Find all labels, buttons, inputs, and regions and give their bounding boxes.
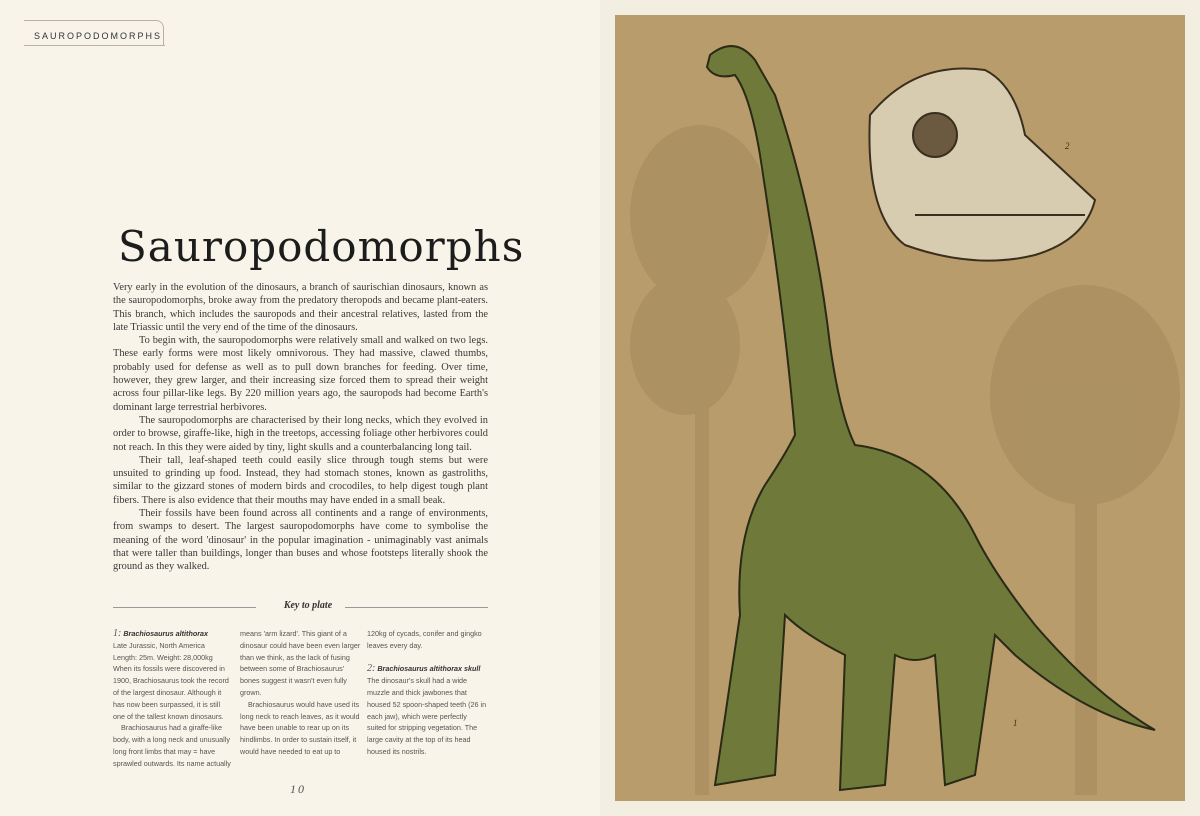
- key-rule-left: [113, 607, 256, 608]
- key-title: Key to plate: [283, 600, 333, 611]
- key-text: Brachiosaurus would have used its long neck to reach leaves, as it would have been unable to rear up on its hindlimbs. In order to sustain itself, it would have needed to eat up to 120kg of cycads, conifer and gingko leaves every day.: [240, 629, 482, 756]
- paragraph: Their fossils have been found across all continents and a range of environments, from swamps to desert. The largest sauropodomorphs have come to symbolise the meaning of the word 'dinosaur' in the popular imagination - unimaginably vast animals that were taller than buildings, longer than buses and whose footsteps literally shook the ground as they walked.: [113, 508, 488, 573]
- right-page: [600, 0, 1200, 816]
- body-text: [113, 281, 488, 574]
- illustration-plate: [615, 15, 1185, 801]
- paragraph: To begin with, the sauropodomorphs were relatively small and walked on two legs. These early forms were most likely omnivorous. They had massive, clawed thumbs, probably used for defense as well as to pull down branches for feeding. Over time, however, they grew larger, and their increasing size forced them to spread their weight across four pillar-like legs. By 220 million years ago, the sauropods had become Earth's dominant large terrestrial herbivores.: [113, 335, 488, 413]
- paragraph: The sauropodomorphs are characterised by their long necks, which they evolved in order to browse, giraffe-like, high in the treetops, accessing foliage other herbivores could not reach. In this they were aided by tiny, light skulls and a counterbalancing long tail.: [113, 414, 488, 453]
- paragraph: Very early in the evolution of the dinosaurs, a branch of saurischian dinosaurs, known as the sauropodomorphs, broke away from the predatory theropods and became plant-eaters. This branch, which includes the sauropods and their ancestral relatives, lasted from the late Triassic until the very end of the time of the dinosaurs.: [113, 282, 488, 333]
- skull-illustration: [869, 68, 1095, 260]
- section-tab: SAUROPODOMORPHS: [24, 20, 164, 46]
- key-line: Late Jurassic, North America: [113, 640, 205, 650]
- tab-rule: [24, 45, 165, 46]
- key-number: 2:: [367, 663, 376, 675]
- key-item-name: Brachiosaurus altithorax: [123, 629, 209, 638]
- key-line: Length: 25m. Weight: 28,000kg: [113, 652, 213, 662]
- key-number: 1:: [113, 628, 122, 639]
- key-item-name: Brachiosaurus altithorax skull: [377, 664, 481, 674]
- key-line: When its fossils were discovered in 1900, Brachiosaurus took the record of the largest dinosaur. Although it has now been surpassed, it is still one of the tallest known dinosaurs.: [113, 664, 229, 721]
- page-number: 10: [290, 782, 306, 796]
- plate-label-skull: 2: [1065, 141, 1070, 151]
- key-text: The dinosaur's skull had a wide muzzle and thick jawbones that housed 52 spoon-shaped teeth (26 in each jaw), which were perfectly suited for stripping vegetation. The large cavity at the top of its head housed its nostrils.: [367, 676, 487, 756]
- key-to-plate-columns: [113, 628, 488, 770]
- key-rule-right: [345, 607, 488, 608]
- paragraph: Their tall, leaf-shaped teeth could easily slice through tough stems but were unsuited to grinding up food. Instead, they had stomach stones, known as gastroliths, similar to the gizzard stones of modern birds and crocodiles, to help digest tough plant fibers. There is also evidence that their mouths may have ended in a small beak.: [113, 454, 488, 506]
- brachiosaurus-illustration: [615, 15, 1185, 801]
- page-title: Sauropodomorphs: [118, 222, 525, 271]
- key-text: Brachiosaurus had a giraffe-like body, with a long neck and unusually long front limbs that may = have sprawled outwards. Its name actually means 'arm lizard'. This giant of a dinosaur could have been even larger than we think, as the lack of fusing between some of Brachiosaurus' bones suggest it wasn't even fully grown.: [113, 629, 361, 768]
- plate-label-body: 1: [1013, 718, 1018, 728]
